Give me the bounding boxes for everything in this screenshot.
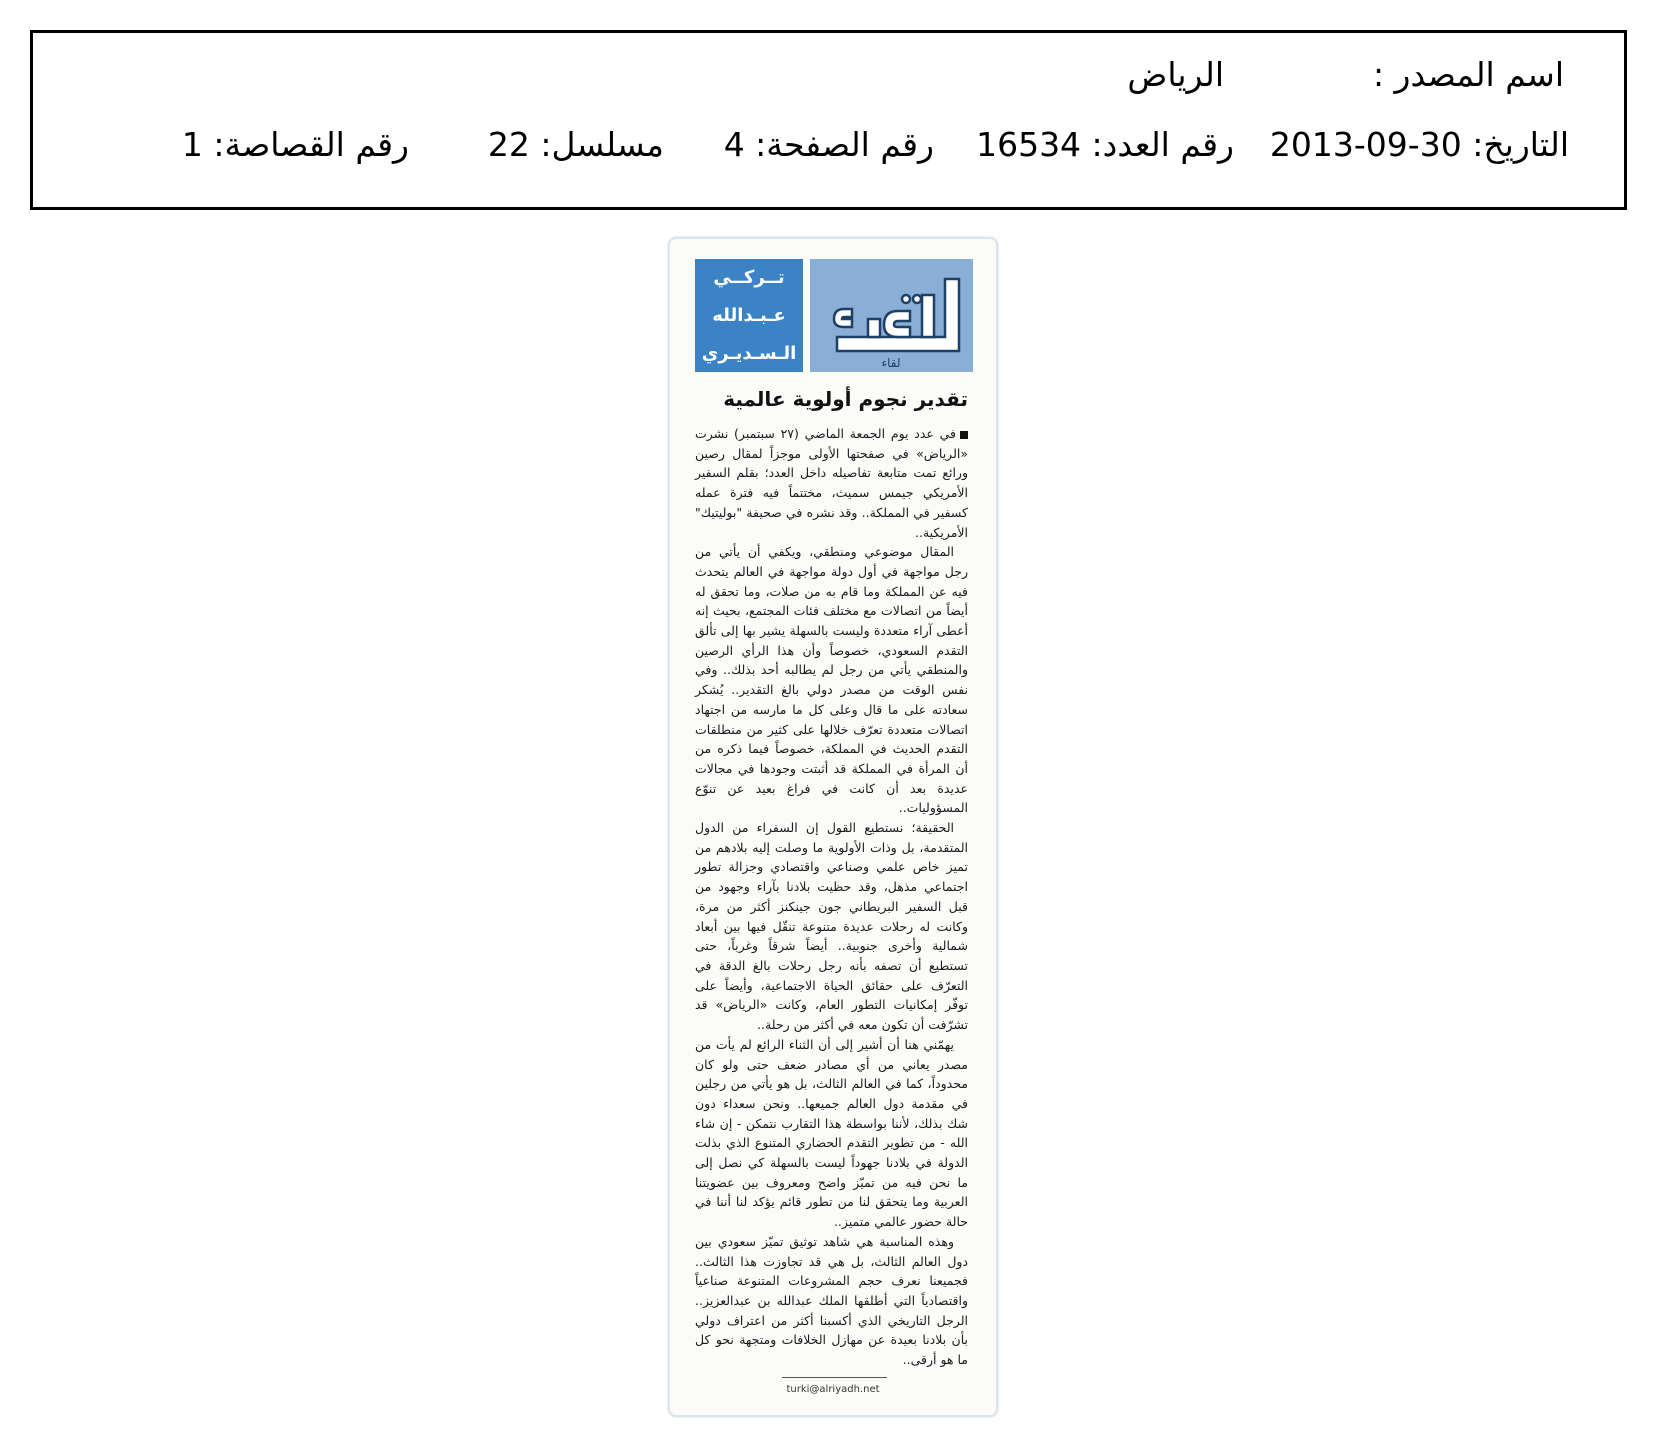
source-label: اسم المصدر : [1372, 55, 1564, 94]
footer-divider [782, 1377, 887, 1378]
article-paragraph: وهذه المناسبة هي شاهد توثيق تميّز سعودي بين دول العالم الثالث، بل هي قد تجاوزت هذا الثالث.. فجميعنا نعرف حجم المشروعات المتنوعة صناعياً واقتصادياً التي أطلقها الملك عبدالله بن عبدالعزيز.. الرجل التاريخي الذي أكسبنا أكثر من اعتراف دولي بأن بلادنا بعيدة عن مهازل الخلافات ومتجهة نحو كل ما هو أرقى.. [695, 1233, 968, 1368]
author-name-block [695, 259, 803, 372]
article-body [695, 424, 968, 1370]
source-value: الرياض [1127, 55, 1224, 94]
date-field: التاريخ: 30-09-2013 [1269, 125, 1569, 164]
article-headline: تقدير نجوم أولوية عالمية [723, 387, 968, 411]
column-logo [810, 259, 973, 372]
author-name-line: الـسـديـري [701, 342, 797, 364]
svg-text:لقاء: لقاء [881, 356, 901, 370]
author-name-line: عـبـدالله [712, 304, 786, 326]
clip-number-field: رقم القصاصة: 1 [181, 125, 409, 164]
document-header [30, 30, 1627, 210]
article-paragraph: يهمّني هنا أن أشير إلى أن الثناء الرائع لم يأت من مصدر يعاني من أي مصادر ضعف حتى ولو كان محدوداً، كما في العالم الثالث، بل هو يأتي من رجلين في مقدمة دول العالم جميعها.. ونحن سعداء دون شك بذلك، لأننا بواسطة هذا التقارب نتمكن - إن شاء الله - من تطوير التقدم الحضاري المتنوع الذي بذلت الدولة في بلادنا جهوداً ليست بالسهلة كي نصل إلى ما نحن فيه من تميّز واضح ومعروف بين عضويتنا العربية وما يتحقق لنا من تطور قائم يؤكد لنا أننا في حالة حضور عالمي متميز.. [695, 1036, 968, 1230]
serial-field: مسلسل: 22 [487, 125, 664, 164]
issue-number-field: رقم العدد: 16534 [976, 125, 1234, 164]
author-email: turki@alriyadh.net [786, 1384, 880, 1395]
bullet-square-icon [960, 431, 968, 439]
column-logo-icon [810, 259, 973, 372]
page-number-field: رقم الصفحة: 4 [723, 125, 934, 164]
article-paragraph: الحقيقة؛ نستطيع القول إن السفراء من الدول المتقدمة، بل وذات الأولوية ما وصلت إليه بلادهم من تميز خاص علمي وصناعي واقتصادي وجزالة تطور اجتماعي مذهل، وقد حظيت بلادنا بآراء وجهود من قبل السفير البريطاني جون جينكنز أكثر من مرة، وكانت له رحلات عديدة متنوعة تنقّل فيها بين أبعاد شمالية وأخرى جنوبية.. أيضاً شرقاً وغرباً، حتى تستطيع أن تصفه بأنه رجل رحلات بالغ الدقة في التعرّف على حقائق الحياة الاجتماعية، وأيضاً على توفّر إمكانيات التطور العام، وكانت «الرياض» قد تشرّفت أن تكون معه في أكثر من رحلة.. [695, 820, 968, 1033]
article-paragraph: المقال موضوعي ومنطقي، ويكفي أن يأتي من رجل مواجهة في أول دولة مواجهة في العالم يتحدث فيه عن المملكة وما قام به من صلات، وما تحقق له أيضاً من اتصالات مع مختلف فئات المجتمع، بحيث إنه أعطى آراء متعددة وليست بالسهلة يشير بها إلى تألق التقدم السعودي، خصوصاً وأن هذا الرأي الرصين والمنطقي يأتي من رجل لم يطالبه أحد بذلك.. وفي نفس الوقت من مصدر دولي بالغ التقدير.. يُشكر سعادته على ما قال وعلى كل ما مارسه من اجتهاد اتصالات متعددة تعرّف خلالها على كثير من منطلقات التقدم الحديث في المملكة، خصوصاً فيما ذكره من أن المرأة في المملكة قد أثبتت وجودها في مجالات عديدة بعد أن كانت في فراغ بعيد عن تنوّع المسؤوليات.. [695, 544, 968, 816]
newspaper-clipping [668, 237, 998, 1417]
article-paragraph: في عدد يوم الجمعة الماضي (٢٧ سبتمبر) نشرت «الرياض» في صفحتها الأولى موجزاً لمقال رصين ورائع تمت متابعة تفاصيله داخل العدد؛ بقلم السفير الأمريكي جيمس سميث، مختتماً فيه فترة عمله كسفير في المملكة.. وقد نشره في صحيفة "بوليتيك" الأمريكية.. [695, 426, 968, 540]
author-name-line: تــركــي [713, 267, 785, 289]
